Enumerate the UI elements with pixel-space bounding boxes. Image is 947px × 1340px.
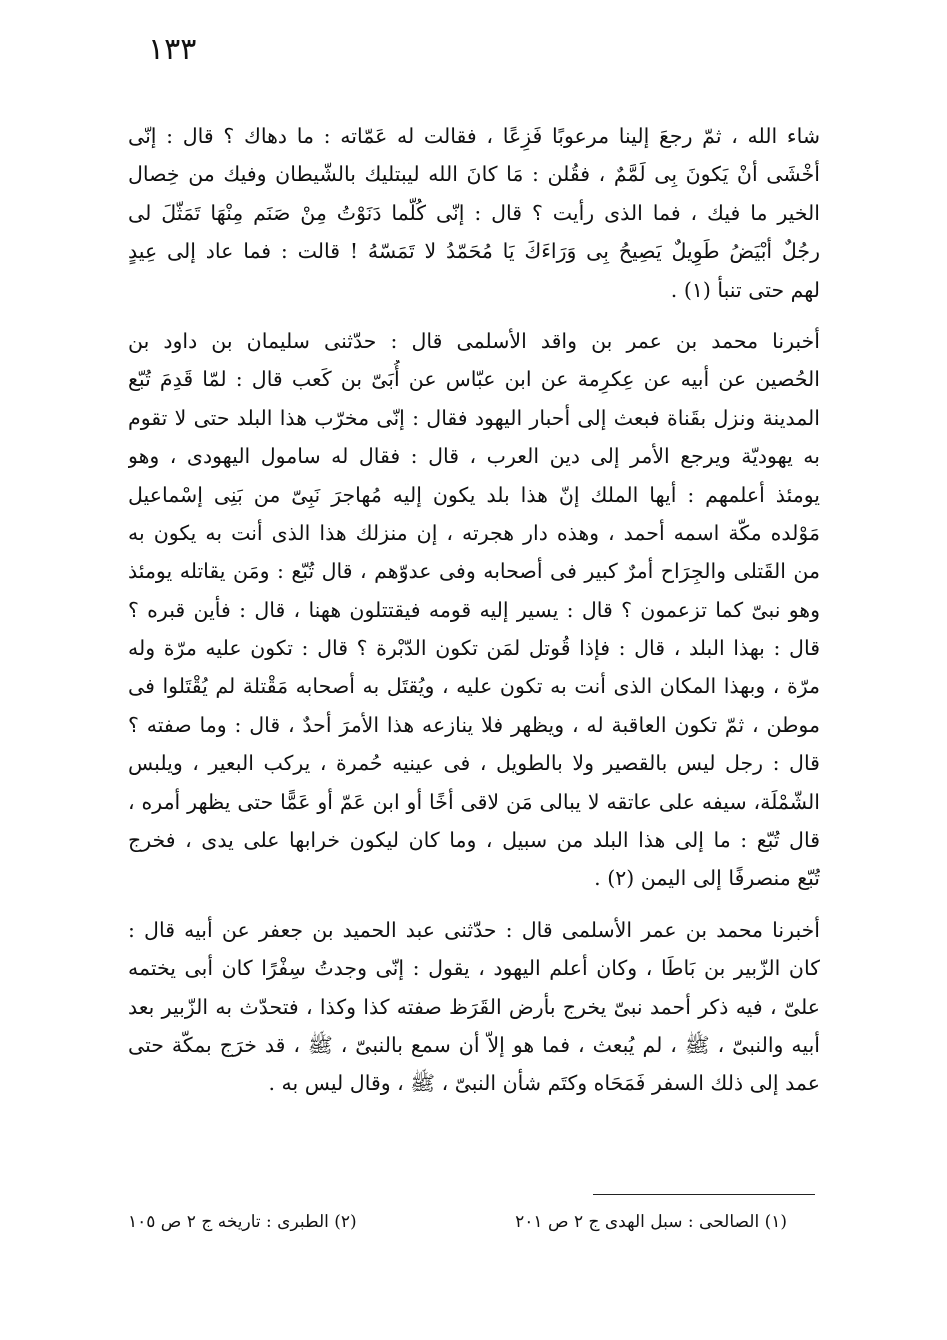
paragraph [128, 322, 820, 898]
text-line: الخير ما فيك ، فما الذى رأيت ؟ قال : إنّى كُلّما دَنَوْتُ مِنْ صَنَم مِنْهَا تَمَثّلَ لى [128, 200, 820, 225]
text-line: لهم حتى تنبأ (١) . [670, 277, 820, 302]
footnote-divider [593, 1194, 815, 1195]
text-line: شاء الله ، ثمّ رجعَ إلينا مرعوبًا فَزِعًا ، فقالت له عَمّاته : ما دهاك ؟ قال : إنّى [128, 124, 820, 148]
text-line: يومئذ أعلمهم : أيها الملك إنّ هذا بلد يكون إليه مُهاجرَ نَبِىّ من بَنِى إسْماعيل [128, 482, 820, 507]
footnote-2: (٢) الطبرى : تاريخه ج ٢ ص ١٠٥ [128, 1212, 357, 1232]
body-text [128, 117, 820, 1103]
text-line: أبيه والنبىّ ، ﷺ ، لم يُبعث ، فما هو إلاّ أن سمع بالنبىّ ، ﷺ ، قد خرَج بمكّة حتى [128, 1032, 820, 1057]
text-line: أخبرنا محمد بن عمر بن واقد الأسلمى قال : حدّثنى سليمان بن داود بن [128, 328, 820, 353]
text-line: أخْشَى أنْ يَكونَ بِى لَمَّمٌ ، فقُلن : مَا كانَ الله ليبتليك بالشّيطان وفيك من خِصال [128, 162, 820, 187]
text-line: أخبرنا محمد بن عمر الأسلمى قال : حدّثنى عبد الحميد بن جعفر عن أبيه قال : [128, 917, 820, 942]
text-line: موطن ، ثمّ تكون العاقبة له ، ويظهر فلا ينازعه هذا الأمرَ أحدٌ ، قال : وما صفته ؟ [128, 712, 820, 737]
page-number: ١٣٣ [148, 32, 197, 67]
paragraph [128, 911, 820, 1103]
text-line: عمد إلى ذلك السفر فَمَحَاه وكتَم شأن النبىّ ، ﷺ ، وقال ليس به . [268, 1071, 820, 1096]
text-line: رجُلٌ أبْيَضُ طَوِيلٌ يَصِيحُ بِى وَرَاءَكَ يَا مُحَمّدُ لا تَمَسّهُ ! قالت : فما عاد إلى عِيدٍ [128, 239, 820, 264]
text-line: قال : رجل ليس بالقصير ولا بالطويل ، فى عينيه حُمرة ، يركب البعير ، ويلبس [128, 751, 820, 776]
text-line: علىّ ، فيه ذكر أحمد نبىّ يخرج بأرض القَرَظ صفته كذا وكذا ، فتحدّث به الزّبير بعد [128, 994, 820, 1019]
text-line: وهو نبىّ كما تزعمون ؟ قال : يسير إليه قومه فيقتتلون ههنا ، قال : فأين قبره ؟ [128, 597, 820, 622]
text-line: الحُصين عن أبيه عن عِكرِمة عن ابن عبّاس عن أُبَىّ بن كَعب قال : لمّا قَدِمَ تُبّع [128, 367, 820, 392]
text-line: مَوْلده مكّة اسمه أحمد ، وهذه دار هجرته ، إن منزلك هذا الذى أنت به يكون به [128, 520, 820, 545]
paragraph [128, 117, 820, 309]
text-line: من القَتلى والجِرَاح أمرٌ كبير فى أصحابه وفى عدوّهم ، قال تُبّع : ومَن يقاتله يومئذ [128, 559, 820, 584]
text-line: الشّمْلَة، سيفه على عاتقه لا يبالى مَن لاقى أخًا أو ابن عَمّ أو عَمًّا حتى يظهر أمره ، [128, 789, 820, 814]
text-line: قال : بهذا البلد ، قال : فإذا قُوتل لمَن تكون الدّبْرة ؟ قال : تكون عليه مرّة وله [128, 636, 820, 661]
footnote-1: (١) الصالحى : سبل الهدى ج ٢ ص ٢٠١ [515, 1212, 787, 1232]
text-line: تُبّع منصرفًا إلى اليمن (٢) . [594, 866, 820, 891]
footnotes [128, 1208, 820, 1236]
text-line: مرّة ، وبهذا المكان الذى أنت به تكون عليه ، ويُقتَل به أصحابه مَقْتلة لم يُقْتَلوا فى [128, 674, 820, 699]
text-line: به يهوديّة ويرجع الأمر إلى دين العرب ، قال : فقال له سامول اليهودى ، وهو [128, 444, 820, 469]
text-line: كان الزّبير بن بَاطَا ، وكان أعلم اليهود ، يقول : إنّى وجدتُ سِفْرًا كان أبى يختمه [128, 956, 820, 981]
text-line: المدينة ونزل بقَناة فبعث إلى أحبار اليهود فقال : إنّى مخرّب هذا البلد حتى لا تقوم [128, 405, 820, 430]
text-line: قال تُبّع : ما إلى هذا البلد من سبيل ، وما كان ليكون خرابها على يدى ، فخرج [128, 828, 820, 853]
